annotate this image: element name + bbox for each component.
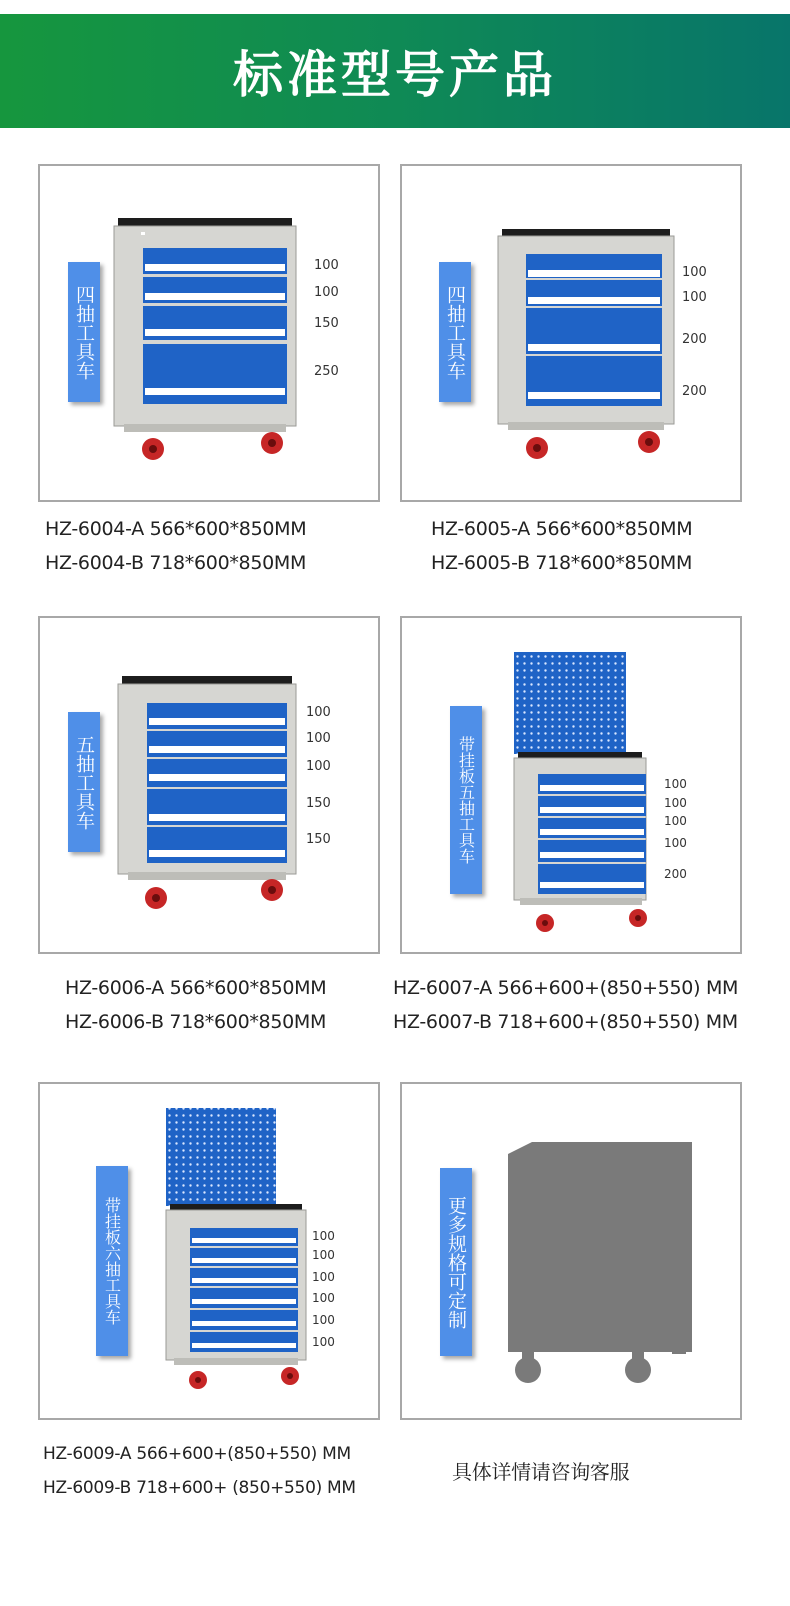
product-card-6006[interactable] (38, 616, 380, 954)
product-type-text: 带挂板五抽工具车 (456, 736, 476, 864)
dim-label: 150 (314, 316, 339, 331)
dim-label: 200 (664, 867, 687, 881)
spec-line-b: HZ-6004-B 718*600*850MM (45, 552, 307, 574)
dim-label: 100 (312, 1248, 335, 1262)
banner-title: 标准型号产品 (233, 46, 557, 104)
product-type-label (68, 262, 100, 402)
dim-label: 100 (312, 1291, 335, 1305)
dim-label: 100 (314, 258, 339, 273)
dim-label: 100 (664, 796, 687, 810)
custom-spec-label (440, 1168, 472, 1356)
product-type-label (96, 1166, 128, 1356)
dim-label: 100 (682, 290, 707, 305)
dim-label: 100 (312, 1270, 335, 1284)
section-banner (0, 14, 790, 128)
spec-line-b: HZ-6006-B 718*600*850MM (65, 1011, 327, 1033)
spec-line-a: HZ-6006-A 566*600*850MM (65, 977, 327, 999)
dim-label: 100 (664, 836, 687, 850)
product-card-6007[interactable] (400, 616, 742, 954)
product-type-label (68, 712, 100, 852)
dim-label: 150 (306, 832, 331, 847)
dim-label: 100 (314, 285, 339, 300)
dim-label: 200 (682, 384, 707, 399)
dim-label: 100 (306, 705, 331, 720)
tool-cart-pegboard-6-drawer-image (40, 1084, 380, 1420)
product-card-6004[interactable] (38, 164, 380, 502)
dim-label: 200 (682, 332, 707, 347)
dim-label: 150 (306, 796, 331, 811)
dim-label: 100 (312, 1313, 335, 1327)
spec-line-a: HZ-6005-A 566*600*850MM (431, 518, 693, 540)
dim-label: 100 (682, 265, 707, 280)
product-type-text: 五抽工具车 (73, 734, 95, 830)
spec-line-b: HZ-6005-B 718*600*850MM (431, 552, 693, 574)
product-type-text: 四抽工具车 (73, 284, 95, 380)
spec-line-b: HZ-6009-B 718+600+ (850+550) MM (43, 1478, 356, 1498)
product-type-label (439, 262, 471, 402)
spec-line-b: HZ-6007-B 718+600+(850+550) MM (393, 1011, 738, 1033)
custom-spec-text: 更多规格可定制 (445, 1195, 467, 1329)
product-card-6009[interactable] (38, 1082, 380, 1420)
product-type-text: 带挂板六抽工具车 (102, 1197, 122, 1325)
dim-label: 100 (312, 1335, 335, 1349)
product-card-custom[interactable] (400, 1082, 742, 1420)
spec-line-a: HZ-6009-A 566+600+(850+550) MM (43, 1444, 351, 1464)
product-type-label (450, 706, 482, 894)
contact-service-text: 具体详情请咨询客服 (452, 1460, 630, 1484)
product-type-text: 四抽工具车 (444, 284, 466, 380)
spec-line-a: HZ-6004-A 566*600*850MM (45, 518, 307, 540)
dim-label: 100 (312, 1229, 335, 1243)
dim-label: 250 (314, 364, 339, 379)
dim-label: 100 (664, 814, 687, 828)
dim-label: 100 (306, 759, 331, 774)
dim-label: 100 (306, 731, 331, 746)
product-card-6005[interactable] (400, 164, 742, 502)
spec-line-a: HZ-6007-A 566+600+(850+550) MM (393, 977, 739, 999)
dim-label: 100 (664, 777, 687, 791)
